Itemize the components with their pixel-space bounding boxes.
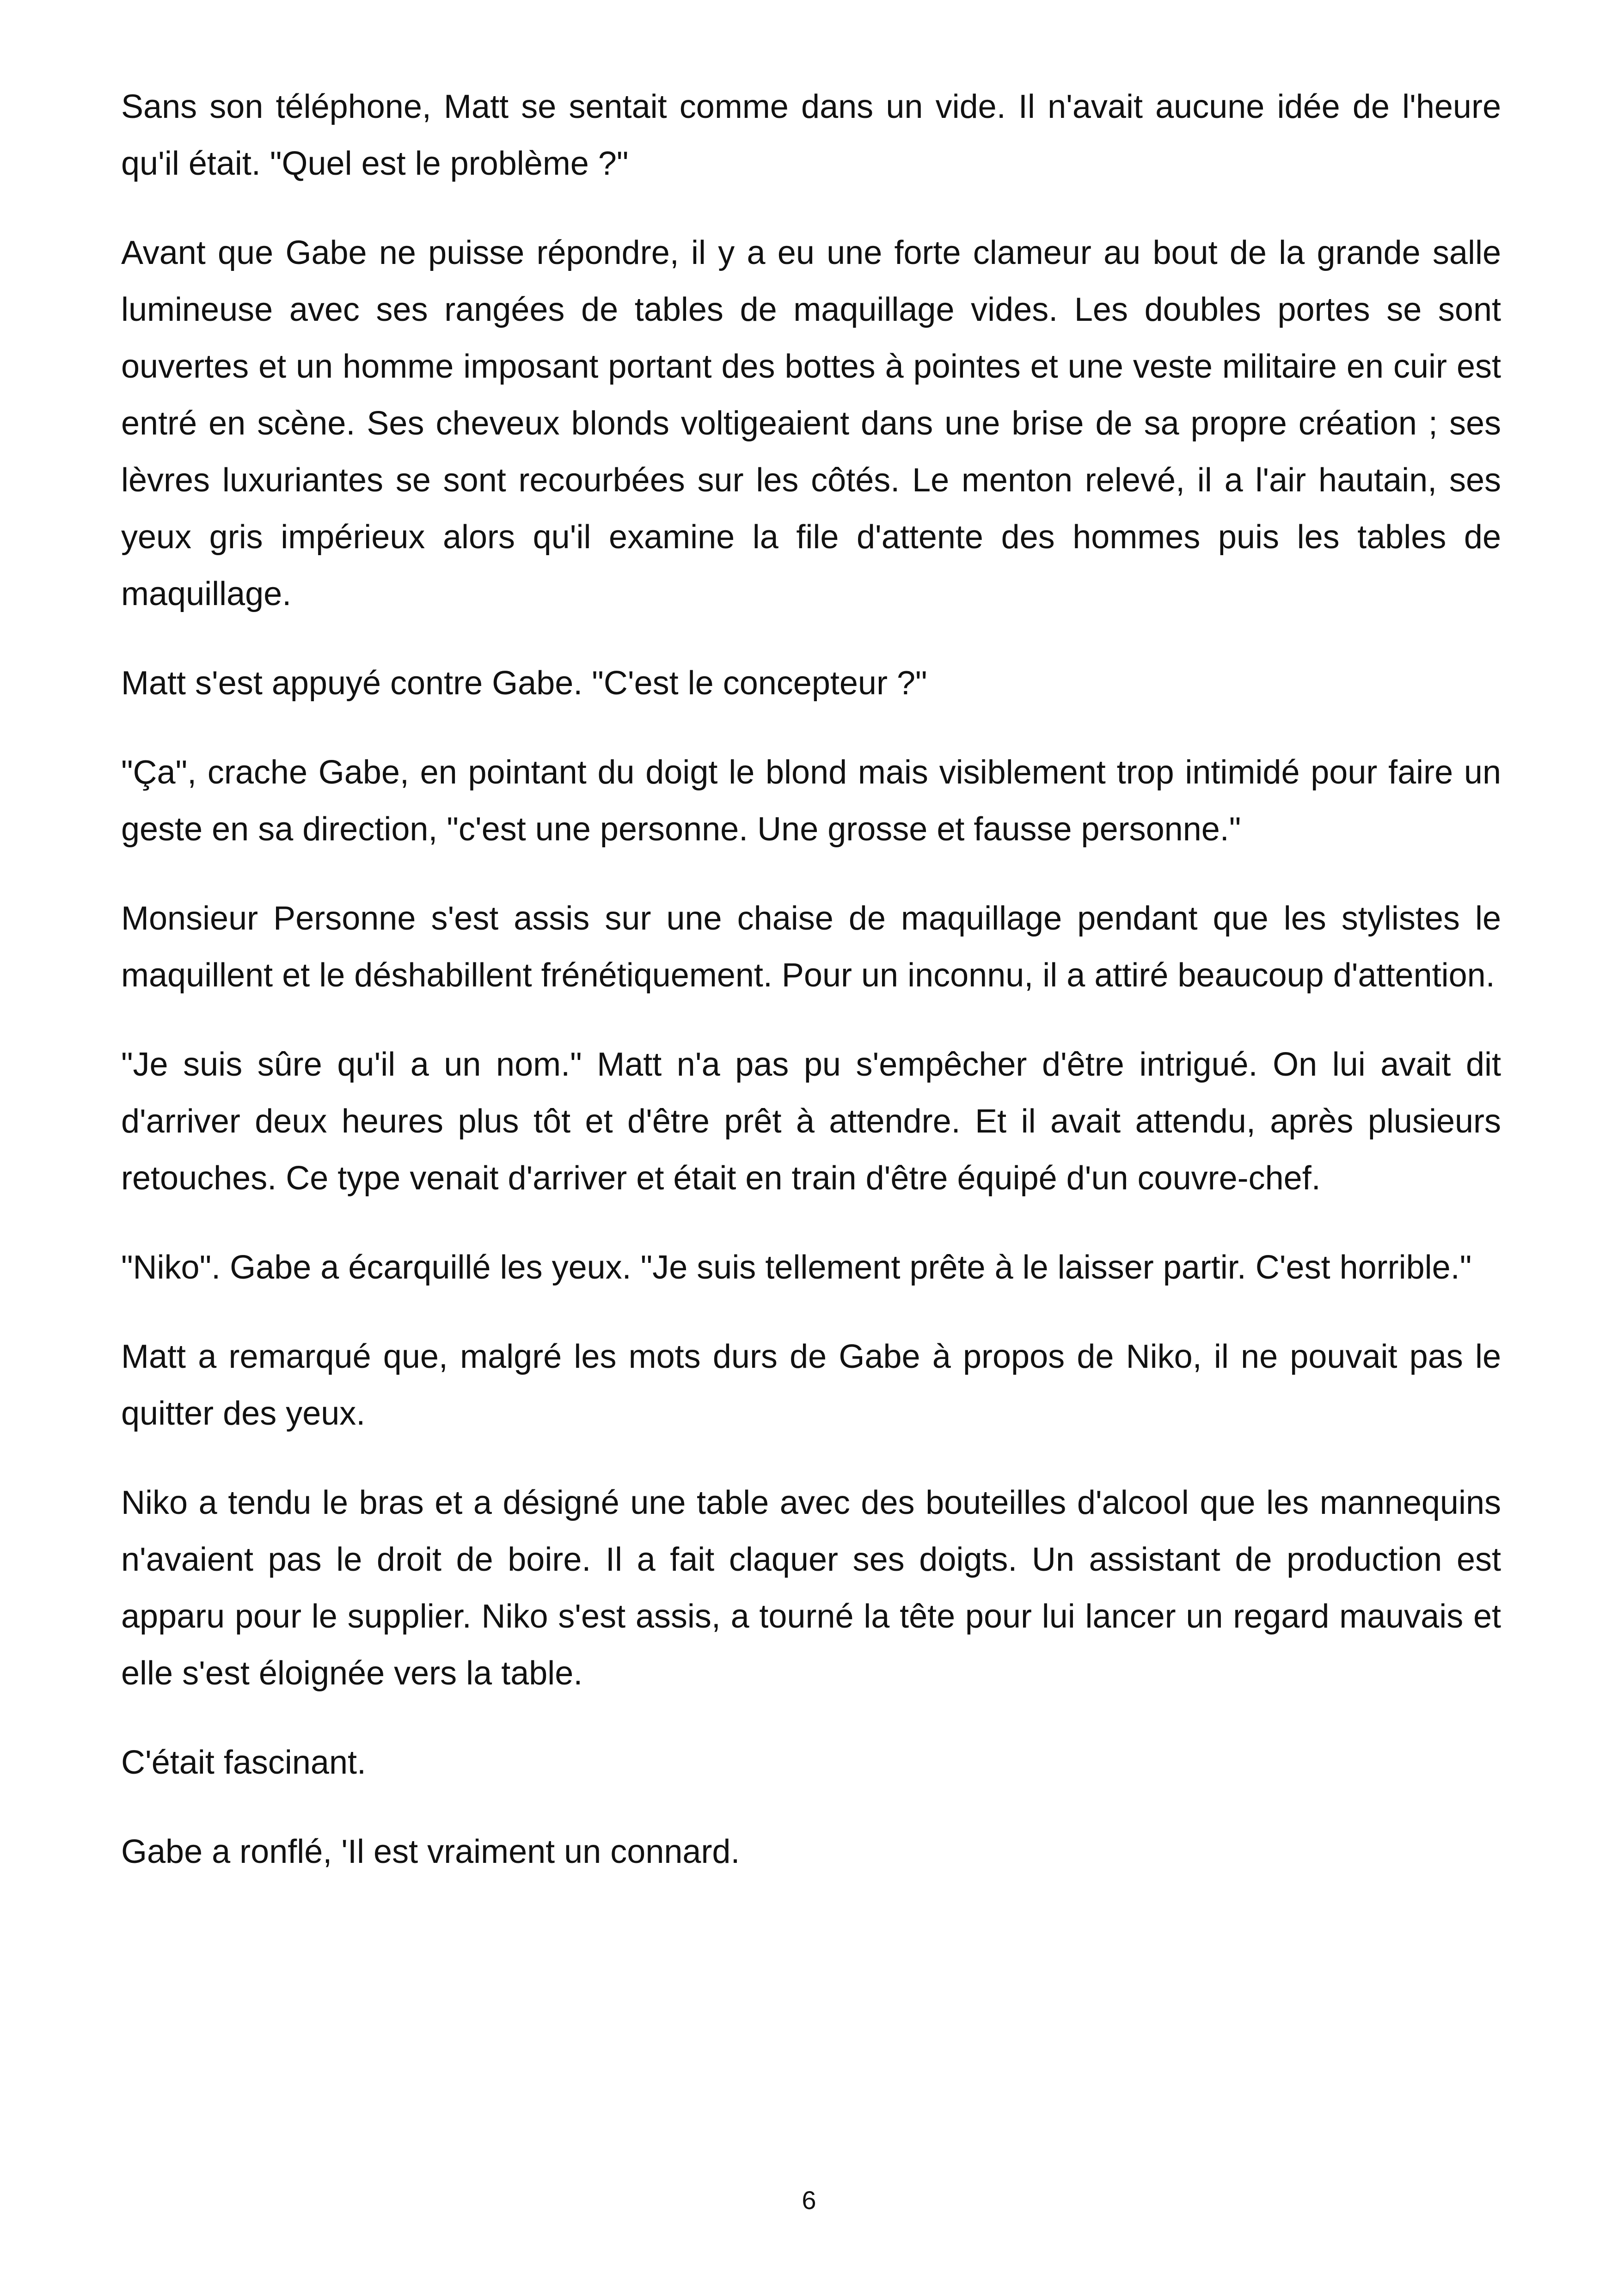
paragraph: Matt s'est appuyé contre Gabe. "C'est le concepteur ?" [121,665,927,702]
paragraph: C'était fascinant. [121,1744,367,1781]
paragraph: "Ça", crache Gabe, en pointant du doigt le blond mais visiblement trop intimidé pour faire un geste en sa direction, "c'est une personne. Une grosse et fausse personne." [121,754,1501,848]
paragraph: Sans son téléphone, Matt se sentait comme dans un vide. Il n'avait aucune idée de l'heure qu'il était. "Quel est le problème ?" [121,88,1501,182]
page-number: 6 [802,2186,816,2215]
paragraph: Gabe a ronflé, 'Il est vraiment un connard. [121,1833,740,1870]
body-text [121,79,1501,1913]
paragraph: Niko a tendu le bras et a désigné une table avec des bouteilles d'alcool que les mannequins n'avaient pas le droit de boire. Il a fait claquer ses doigts. Un assistant de production est apparu pour le supplier. Niko s'est assis, a tourné la tête pour lui lancer un regard mauvais et elle s'est éloignée vers la table. [121,1484,1501,1692]
paragraph: Avant que Gabe ne puisse répondre, il y a eu une forte clameur au bout de la grande salle lumineuse avec ses rangées de tables de maquillage vides. Les doubles portes se sont ouvertes et un homme imposant portant des bottes à pointes et une veste militaire en cuir est entré en scène. Ses cheveux blonds voltigeaient dans une brise de sa propre création ; ses lèvres luxuriantes se sont recourbées sur les côtés. Le menton relevé, il a l'air hautain, ses yeux gris impérieux alors qu'il examine la file d'attente des hommes puis les tables de maquillage. [121,234,1501,612]
paragraph: Monsieur Personne s'est assis sur une chaise de maquillage pendant que les stylistes le maquillent et le déshabillent frénétiquement. Pour un inconnu, il a attiré beaucoup d'attention. [121,900,1501,994]
paragraph: "Niko". Gabe a écarquillé les yeux. "Je suis tellement prête à le laisser partir. C'est horrible." [121,1249,1472,1286]
paragraph: "Je suis sûre qu'il a un nom." Matt n'a pas pu s'empêcher d'être intrigué. On lui avait dit d'arriver deux heures plus tôt et d'être prêt à attendre. Et il avait attendu, après plusieurs retouches. Ce type venait d'arriver et était en train d'être équipé d'un couvre-chef. [121,1046,1501,1197]
paragraph: Matt a remarqué que, malgré les mots durs de Gabe à propos de Niko, il ne pouvait pas le quitter des yeux. [121,1338,1501,1432]
